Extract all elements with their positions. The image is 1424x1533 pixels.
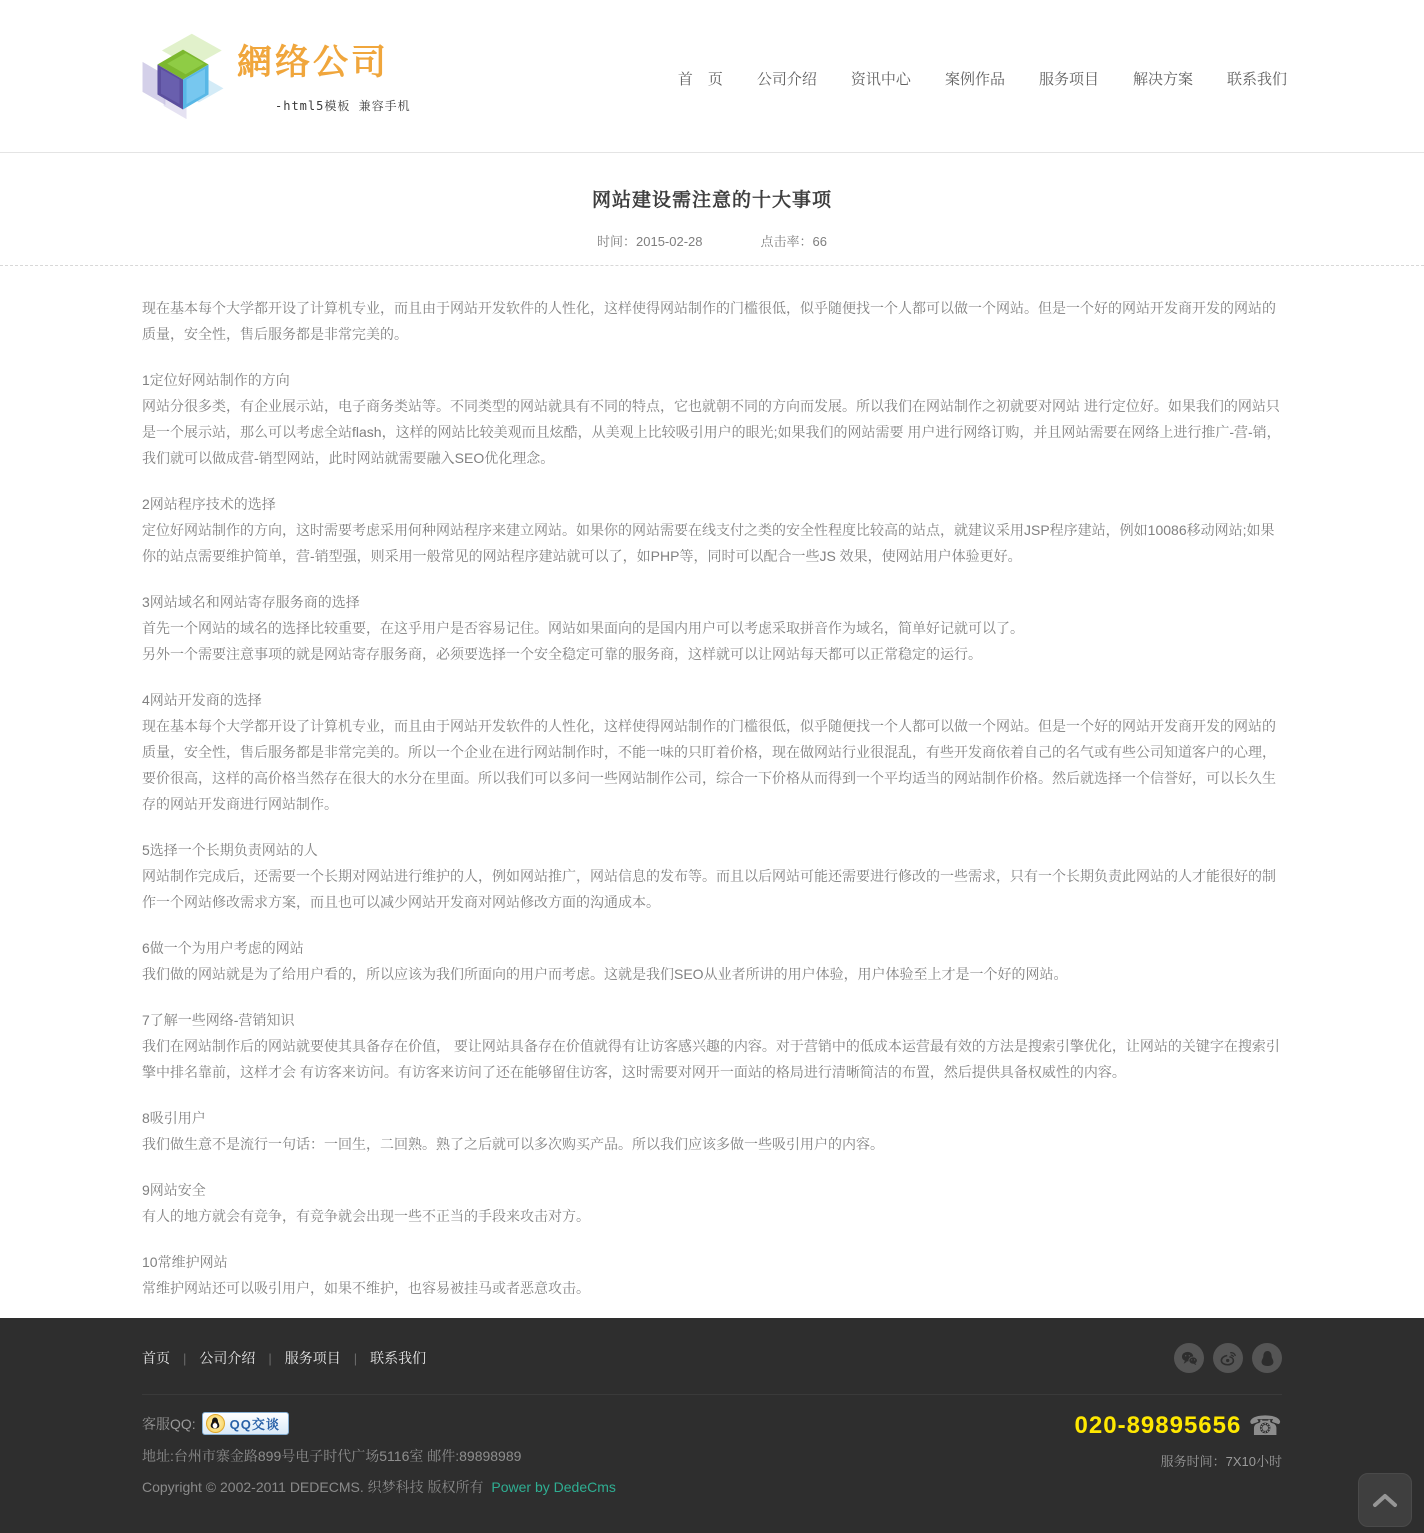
main-nav — [678, 64, 1287, 89]
article-section-paragraphs — [142, 961, 1282, 987]
footer-separator: | — [353, 1350, 358, 1366]
article-section-paragraphs — [142, 1131, 1282, 1157]
footer-link-contact[interactable]: 联系我们 — [370, 1350, 427, 1366]
nav-item-about[interactable]: 公司介绍 — [756, 70, 817, 88]
footer-link-about[interactable]: 公司介绍 — [199, 1350, 256, 1366]
article-section-paragraphs — [142, 393, 1282, 471]
article-section — [142, 935, 1282, 987]
article-paragraph: 常维护网站还可以吸引用户，如果不维护，也容易被挂马或者恶意攻击。 — [142, 1280, 590, 1296]
article-paragraph: 我们做生意不是流行一句话：一回生，二回熟。熟了之后就可以多次购买产品。所以我们应该多做一些吸引用户的内容。 — [142, 1136, 884, 1152]
article-section — [142, 1105, 1282, 1157]
footer-nav — [142, 1348, 426, 1368]
qq-service-row — [142, 1412, 616, 1435]
weibo-icon[interactable] — [1213, 1343, 1243, 1373]
article-section — [142, 491, 1282, 569]
qq-service-label: 客服QQ: — [142, 1415, 196, 1432]
article-section-heading: 6做一个为用户考虑的网站 — [142, 940, 304, 956]
footer-address: 地址:台州市寨金路899号电子时代广场5116室 邮件:89898989 — [142, 1448, 522, 1464]
article-paragraph: 网站制作完成后，还需要一个长期对网站进行维护的人，例如网站推广，网站信息的发布等。而且以后网站可能还需要进行修改的一些需求，只有一个长期负责此网站的人才能很好的制作一个网站修改需求方案，而且也可以减少网站开发商对网站修改方面的沟通成本。 — [142, 868, 1276, 910]
article-section-paragraphs — [142, 615, 1282, 667]
article-section-paragraphs — [142, 713, 1282, 817]
article-paragraph: 首先一个网站的域名的选择比较重要，在这乎用户是否容易记住。网站如果面向的是国内用户可以考虑采取拼音作为域名，简单好记就可以了。 — [142, 620, 1024, 636]
service-hours: 服务时间：7X10小时 — [1160, 1454, 1282, 1469]
footer-separator: | — [268, 1350, 272, 1366]
article-section-heading: 7了解一些网络-营销知识 — [142, 1012, 295, 1028]
article-paragraph: 另外一个需要注意事项的就是网站寄存服务商，必须要选择一个安全稳定可靠的服务商，这样就可以让网站每天都可以正常稳定的运行。 — [142, 646, 982, 662]
article-section-heading: 2网站程序技术的选择 — [142, 496, 276, 512]
chevron-up-icon — [1372, 1492, 1398, 1508]
article-paragraph: 现在基本每个大学都开设了计算机专业，而且由于网站开发软件的人性化，这样使得网站制作的门槛很低，似乎随便找一个人都可以做一个网站。但是一个好的网站开发商开发的网站的质量，安全性，售后服务都是非常完美的。所以一个企业在进行网站制作时，不能一味的只盯着价格，现在做网站行业很混乱，有些开发商依着自己的名气或有些公司知道客户的心理，要价很高，这样的高价格当然存在很大的水分在里面。所以我们可以多问一些网站制作公司，综合一下价格从而得到一个平均适当的网站制作价格。然后就选择一个信誉好，可以长久生存的网站开发商进行网站制作。 — [142, 718, 1276, 812]
article-section — [142, 589, 1282, 667]
nav-item-solutions[interactable]: 解决方案 — [1132, 70, 1193, 88]
article-section-heading: 5选择一个长期负责网站的人 — [142, 842, 318, 858]
qq-penguin-icon — [206, 1414, 225, 1433]
site-footer — [0, 1318, 1424, 1533]
article-section — [142, 367, 1282, 471]
logo[interactable] — [137, 32, 411, 120]
logo-subtitle: -html5模板 兼容手机 — [275, 98, 411, 113]
nav-item-services[interactable]: 服务项目 — [1038, 70, 1099, 88]
powered-by-link[interactable]: Power by DedeCms — [491, 1479, 616, 1495]
footer-separator: | — [183, 1350, 187, 1366]
article-paragraph: 有人的地方就会有竞争，有竞争就会出现一些不正当的手段来攻击对方。 — [142, 1208, 590, 1224]
site-header — [0, 0, 1424, 153]
article-section-paragraphs — [142, 1033, 1282, 1085]
article-section-paragraphs — [142, 1203, 1282, 1229]
article-title: 网站建设需注意的十大事项 — [591, 190, 832, 211]
article-section — [142, 1249, 1282, 1301]
article-section-paragraphs — [142, 517, 1282, 569]
article-paragraph: 网站分很多类，有企业展示站，电子商务类站等。不同类型的网站就具有不同的特点，它也就朝不同的方向而发展。所以我们在网站制作之初就要对网站 进行定位好。如果我们的网站只是一个展示站，那么可以考虑全站flash，这样的网站比较美观而且炫酷，从美观上比较吸引用户的眼光;如果我们的网站需要 用户进行网络订购，并且网站需要在网络上进行推广-营-销，我们就可以做成营-销型网站，此时网站就需要融入SEO优化理念。 — [142, 398, 1281, 466]
article-section-paragraphs — [142, 863, 1282, 915]
article-paragraph: 我们在网站制作后的网站就要使其具备存在价值， 要让网站具备存在价值就得有让访客感兴趣的内容。对于营销中的低成本运营最有效的方法是搜索引擎优化，让网站的关键字在搜索引擎中排名靠前，这样才会 有访客来访问。有访客来访问了还在能够留住访客，这时需要对网开一面站的格局进行清晰简洁的布置，然后提供具备权威性的内容。 — [142, 1038, 1280, 1080]
cube-logo-icon — [137, 32, 229, 120]
footer-bottom — [142, 1394, 1282, 1497]
article-section — [142, 1177, 1282, 1229]
footer-top — [142, 1318, 1282, 1394]
back-to-top-button[interactable] — [1358, 1473, 1412, 1527]
article-section — [142, 1007, 1282, 1085]
article-section-heading: 3网站域名和网站寄存服务商的选择 — [142, 594, 360, 610]
article-section-heading: 8吸引用户 — [142, 1110, 206, 1126]
article-section-heading: 10常维护网站 — [142, 1254, 228, 1270]
phone-row — [1075, 1412, 1282, 1440]
article-body — [142, 266, 1282, 1301]
footer-link-home[interactable]: 首页 — [142, 1350, 170, 1366]
qq-icon[interactable] — [1252, 1343, 1282, 1373]
article-section-paragraphs — [142, 1275, 1282, 1301]
article-time: 时间：2015-02-28 — [597, 234, 703, 249]
article-intro: 现在基本每个大学都开设了计算机专业，而且由于网站开发软件的人性化，这样使得网站制作的门槛很低，似乎随便找一个人都可以做一个网站。但是一个好的网站开发商开发的网站的质量，安全性，售后服务都是非常完美的。 — [142, 300, 1276, 342]
telephone-icon: ☎ — [1248, 1410, 1282, 1441]
wechat-icon[interactable] — [1174, 1343, 1204, 1373]
footer-link-services[interactable]: 服务项目 — [284, 1350, 341, 1366]
article-section — [142, 687, 1282, 817]
nav-item-contact[interactable]: 联系我们 — [1226, 70, 1287, 88]
article-sections — [142, 367, 1282, 1301]
nav-item-news[interactable]: 资讯中心 — [850, 70, 911, 88]
nav-item-cases[interactable]: 案例作品 — [944, 70, 1005, 88]
logo-text — [237, 32, 411, 114]
article-hits: 点击率：66 — [760, 234, 827, 249]
footer-copyright — [142, 1477, 616, 1497]
footer-social — [1165, 1343, 1282, 1373]
nav-item-home[interactable]: 首 页 — [677, 70, 723, 88]
article-paragraph: 我们做的网站就是为了给用户看的，所以应该为我们所面向的用户而考虑。这就是我们SEO从业者所讲的用户体验，用户体验至上才是一个好的网站。 — [142, 966, 1068, 982]
logo-title: 網络公司 — [237, 43, 390, 82]
phone-number: 020-89895656 — [1074, 1412, 1242, 1439]
article-paragraph: 定位好网站制作的方向，这时需要考虑采用何种网站程序来建立网站。如果你的网站需要在线支付之类的安全性程度比较高的站点，就建议采用JSP程序建站，例如10086移动网站;如果你的站点需要维护简单，营-销型强，则采用一般常见的网站程序建站就可以了，如PHP等，同时可以配合一些JS 效果，使网站用户体验更好。 — [142, 522, 1275, 564]
article-section-heading: 4网站开发商的选择 — [142, 692, 262, 708]
article-section — [142, 837, 1282, 915]
qq-chat-label: QQ交谈 — [229, 1417, 280, 1432]
article-meta — [0, 231, 1424, 250]
article-page — [0, 153, 1424, 1318]
qq-chat-button[interactable] — [202, 1412, 289, 1435]
article-section-heading: 9网站安全 — [142, 1182, 206, 1198]
article-section-heading: 1定位好网站制作的方向 — [142, 372, 290, 388]
copyright-text: Copyright © 2002-2011 DEDECMS. 织梦科技 版权所有 — [142, 1479, 484, 1495]
